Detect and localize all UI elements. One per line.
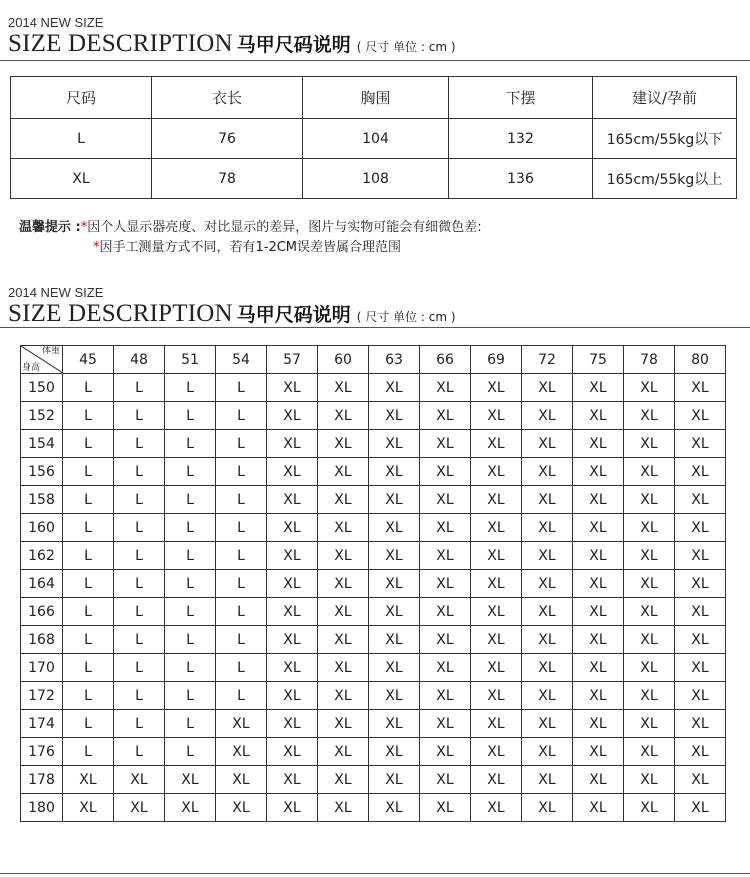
- fit-table-size-cell: XL: [114, 766, 165, 794]
- fit-table-size-cell: L: [165, 374, 216, 402]
- fit-table-row: [21, 794, 726, 822]
- fit-table-size-cell: XL: [471, 598, 522, 626]
- size-table: [10, 76, 737, 199]
- fit-table-size-cell: L: [165, 402, 216, 430]
- fit-table-size-cell: XL: [267, 682, 318, 710]
- fit-table-size-cell: L: [63, 458, 114, 486]
- fit-table-size-cell: XL: [624, 514, 675, 542]
- fit-table-row: [21, 402, 726, 430]
- size-table-cell: 76: [152, 119, 303, 159]
- fit-table-size-cell: XL: [216, 738, 267, 766]
- fit-table-size-cell: XL: [267, 710, 318, 738]
- section2-heading: [8, 286, 456, 331]
- fit-table-size-cell: L: [165, 514, 216, 542]
- fit-table-size-cell: XL: [675, 794, 726, 822]
- fit-table-height-cell: 158: [21, 486, 63, 514]
- fit-table-size-cell: XL: [420, 374, 471, 402]
- fit-table-size-cell: XL: [573, 514, 624, 542]
- fit-table-height-cell: 174: [21, 710, 63, 738]
- fit-table-size-cell: XL: [318, 738, 369, 766]
- fit-table-size-cell: XL: [522, 402, 573, 430]
- fit-table-size-cell: XL: [369, 682, 420, 710]
- fit-table-size-cell: XL: [318, 514, 369, 542]
- fit-table-size-cell: XL: [573, 486, 624, 514]
- fit-table-size-cell: L: [165, 654, 216, 682]
- notes-text-2: 因手工测量方式不同，若有1-2CM误差皆属合理范围: [99, 240, 402, 255]
- fit-table-size-cell: XL: [624, 486, 675, 514]
- fit-table-size-cell: XL: [471, 570, 522, 598]
- fit-table-size-cell: XL: [318, 570, 369, 598]
- fit-table-size-cell: XL: [369, 570, 420, 598]
- fit-table-size-cell: XL: [267, 514, 318, 542]
- fit-table-size-cell: L: [216, 542, 267, 570]
- section2-rule: [0, 327, 750, 328]
- fit-table-weight-cell: 45: [63, 346, 114, 374]
- fit-table-weight-cell: 80: [675, 346, 726, 374]
- fit-table-size-cell: XL: [369, 514, 420, 542]
- fit-table-size-cell: XL: [573, 374, 624, 402]
- fit-table-size-cell: XL: [471, 486, 522, 514]
- fit-table-size-cell: L: [165, 570, 216, 598]
- fit-table-size-cell: XL: [63, 794, 114, 822]
- fit-table-size-cell: L: [114, 710, 165, 738]
- fit-table-size-cell: XL: [267, 654, 318, 682]
- fit-table-size-cell: XL: [573, 598, 624, 626]
- fit-table-size-cell: XL: [522, 458, 573, 486]
- fit-table-row: [21, 654, 726, 682]
- notes-text-1: 因个人显示器亮度、对比显示的差异，图片与实物可能会有细微色差:: [87, 220, 482, 235]
- fit-table-size-cell: XL: [318, 626, 369, 654]
- fit-table-size-cell: L: [63, 402, 114, 430]
- fit-table-size-cell: XL: [675, 710, 726, 738]
- fit-table-row: [21, 430, 726, 458]
- fit-table-size-cell: XL: [267, 794, 318, 822]
- fit-table-height-cell: 154: [21, 430, 63, 458]
- fit-table-size-cell: XL: [369, 766, 420, 794]
- notes-line-2: [19, 238, 482, 258]
- fit-table-size-cell: L: [114, 374, 165, 402]
- section1-title: [8, 30, 456, 61]
- fit-table-size-cell: XL: [624, 654, 675, 682]
- fit-table-size-cell: XL: [624, 710, 675, 738]
- fit-table-size-cell: XL: [420, 458, 471, 486]
- fit-table-height-cell: 164: [21, 570, 63, 598]
- fit-table-size-cell: XL: [420, 682, 471, 710]
- fit-table-size-cell: L: [216, 570, 267, 598]
- fit-table-height-cell: 178: [21, 766, 63, 794]
- fit-table-size-cell: XL: [624, 738, 675, 766]
- notes-line-1: [19, 218, 482, 238]
- fit-table-size-cell: XL: [624, 458, 675, 486]
- fit-table-size-cell: L: [165, 598, 216, 626]
- fit-table-size-cell: XL: [267, 430, 318, 458]
- fit-table-size-cell: L: [216, 458, 267, 486]
- fit-table-size-cell: XL: [267, 542, 318, 570]
- fit-table-weight-cell: 66: [420, 346, 471, 374]
- fit-table-size-cell: XL: [624, 430, 675, 458]
- fit-table-size-cell: XL: [369, 402, 420, 430]
- fit-table-size-cell: XL: [267, 402, 318, 430]
- fit-table-size-cell: XL: [624, 682, 675, 710]
- fit-table-size-cell: XL: [471, 402, 522, 430]
- corner-height-label: 身高: [22, 363, 41, 373]
- fit-table-row: [21, 458, 726, 486]
- fit-table-size-cell: XL: [369, 654, 420, 682]
- fit-table-size-cell: XL: [471, 710, 522, 738]
- fit-table-size-cell: XL: [624, 542, 675, 570]
- section2-year: 2014 NEW SIZE: [8, 285, 104, 300]
- fit-table-row: [21, 514, 726, 542]
- fit-table-size-cell: XL: [522, 430, 573, 458]
- fit-table-row: [21, 626, 726, 654]
- fit-table-size-cell: XL: [318, 598, 369, 626]
- fit-table-row: [21, 738, 726, 766]
- fit-table-weight-cell: 54: [216, 346, 267, 374]
- fit-table-size-cell: XL: [420, 542, 471, 570]
- bottom-rule: [0, 873, 750, 874]
- fit-table-size-cell: XL: [318, 542, 369, 570]
- fit-table-size-cell: L: [114, 402, 165, 430]
- fit-table-size-cell: L: [216, 598, 267, 626]
- size-table-header-cell: 衣长: [152, 77, 303, 119]
- size-table-cell: 78: [152, 159, 303, 199]
- fit-table-size-cell: XL: [675, 626, 726, 654]
- fit-table-height-cell: 160: [21, 514, 63, 542]
- fit-table-weight-row: [21, 346, 726, 374]
- fit-table-size-cell: XL: [573, 738, 624, 766]
- fit-table-size-cell: XL: [318, 654, 369, 682]
- fit-table-size-cell: L: [63, 710, 114, 738]
- fit-table-size-cell: L: [165, 710, 216, 738]
- fit-table-size-cell: L: [114, 430, 165, 458]
- fit-table-size-cell: L: [114, 570, 165, 598]
- fit-table-size-cell: XL: [675, 514, 726, 542]
- fit-table-size-cell: XL: [318, 374, 369, 402]
- fit-table-size-cell: L: [63, 514, 114, 542]
- fit-table-size-cell: XL: [369, 458, 420, 486]
- fit-table-size-cell: XL: [471, 430, 522, 458]
- section1-rule: [0, 60, 750, 61]
- fit-table-row: [21, 374, 726, 402]
- fit-table-size-cell: XL: [522, 738, 573, 766]
- fit-table-size-cell: XL: [624, 374, 675, 402]
- fit-table-size-cell: XL: [471, 654, 522, 682]
- fit-table-size-cell: XL: [369, 626, 420, 654]
- fit-table-size-cell: XL: [216, 710, 267, 738]
- fit-table-size-cell: XL: [624, 598, 675, 626]
- fit-table-height-cell: 176: [21, 738, 63, 766]
- fit-table-size-cell: L: [216, 682, 267, 710]
- fit-table-size-cell: XL: [573, 402, 624, 430]
- fit-table-size-cell: XL: [522, 542, 573, 570]
- fit-table-size-cell: L: [63, 542, 114, 570]
- section1-year: 2014 NEW SIZE: [8, 15, 104, 30]
- fit-table-size-cell: XL: [420, 766, 471, 794]
- fit-table-size-cell: L: [63, 682, 114, 710]
- fit-table-size-cell: L: [114, 486, 165, 514]
- fit-table-height-cell: 168: [21, 626, 63, 654]
- fit-table-size-cell: XL: [471, 766, 522, 794]
- fit-table-size-cell: XL: [624, 402, 675, 430]
- fit-table-size-cell: L: [114, 738, 165, 766]
- size-table-row: [11, 119, 737, 159]
- fit-table-height-cell: 172: [21, 682, 63, 710]
- fit-table-size-cell: L: [165, 626, 216, 654]
- fit-table-size-cell: XL: [471, 626, 522, 654]
- fit-table-size-cell: XL: [573, 626, 624, 654]
- fit-table-size-cell: XL: [471, 514, 522, 542]
- fit-table-size-cell: XL: [318, 682, 369, 710]
- fit-table-size-cell: XL: [267, 598, 318, 626]
- section1-title-en: SIZE DESCRIPTION: [8, 30, 233, 57]
- section1-title-cn: 马甲尺码说明: [236, 34, 351, 56]
- fit-table-size-cell: XL: [573, 458, 624, 486]
- size-table-cell: XL: [11, 159, 152, 199]
- fit-table-size-cell: XL: [63, 766, 114, 794]
- fit-table-size-cell: XL: [471, 542, 522, 570]
- fit-table-size-cell: XL: [267, 626, 318, 654]
- fit-table-size-cell: XL: [675, 374, 726, 402]
- fit-table-size-cell: XL: [573, 682, 624, 710]
- section1-heading: [8, 16, 456, 61]
- fit-table-size-cell: L: [114, 598, 165, 626]
- fit-table-size-cell: L: [216, 402, 267, 430]
- fit-table-size-cell: XL: [420, 626, 471, 654]
- fit-table-size-cell: XL: [114, 794, 165, 822]
- fit-table-size-cell: XL: [624, 570, 675, 598]
- fit-table-size-cell: XL: [675, 402, 726, 430]
- fit-table-weight-cell: 78: [624, 346, 675, 374]
- fit-table-row: [21, 710, 726, 738]
- fit-table-row: [21, 486, 726, 514]
- fit-table-size-cell: XL: [369, 486, 420, 514]
- fit-table-size-cell: XL: [675, 598, 726, 626]
- section2-title-cn: 马甲尺码说明: [236, 304, 351, 326]
- fit-table-size-cell: XL: [471, 738, 522, 766]
- fit-table-size-cell: XL: [675, 738, 726, 766]
- fit-table-row: [21, 766, 726, 794]
- fit-table-height-cell: 166: [21, 598, 63, 626]
- fit-table-size-cell: L: [114, 654, 165, 682]
- fit-table-size-cell: XL: [318, 402, 369, 430]
- fit-table-size-cell: L: [165, 738, 216, 766]
- fit-table-size-cell: XL: [318, 458, 369, 486]
- fit-table-size-cell: XL: [369, 374, 420, 402]
- fit-table-size-cell: XL: [522, 514, 573, 542]
- fit-table-size-cell: XL: [573, 794, 624, 822]
- size-table-header-cell: 胸围: [303, 77, 449, 119]
- fit-table-size-cell: XL: [420, 570, 471, 598]
- fit-table-size-cell: XL: [318, 430, 369, 458]
- fit-table-size-cell: XL: [573, 710, 624, 738]
- fit-table-height-cell: 150: [21, 374, 63, 402]
- fit-table-weight-cell: 48: [114, 346, 165, 374]
- fit-table-row: [21, 682, 726, 710]
- fit-table-size-cell: XL: [522, 570, 573, 598]
- fit-table-size-cell: XL: [624, 766, 675, 794]
- size-table-row: [11, 159, 737, 199]
- fit-table-size-cell: XL: [318, 710, 369, 738]
- fit-table-size-cell: XL: [267, 374, 318, 402]
- fit-table-size-cell: XL: [420, 402, 471, 430]
- fit-table-size-cell: XL: [675, 654, 726, 682]
- fit-table-height-cell: 152: [21, 402, 63, 430]
- fit-table-size-cell: L: [63, 654, 114, 682]
- fit-table-size-cell: L: [114, 542, 165, 570]
- fit-table-height-cell: 170: [21, 654, 63, 682]
- fit-table-size-cell: XL: [267, 570, 318, 598]
- fit-table-row: [21, 598, 726, 626]
- fit-table-height-cell: 180: [21, 794, 63, 822]
- fit-table-size-cell: XL: [675, 430, 726, 458]
- fit-table-size-cell: XL: [267, 766, 318, 794]
- fit-table-size-cell: XL: [624, 794, 675, 822]
- fit-table-size-cell: XL: [522, 486, 573, 514]
- fit-table-size-cell: L: [216, 374, 267, 402]
- fit-table-size-cell: L: [114, 458, 165, 486]
- fit-table-size-cell: XL: [675, 766, 726, 794]
- fit-table-size-cell: XL: [318, 486, 369, 514]
- fit-table-height-cell: 162: [21, 542, 63, 570]
- fit-table-size-cell: XL: [267, 486, 318, 514]
- fit-table-size-cell: XL: [216, 794, 267, 822]
- fit-table-size-cell: XL: [573, 430, 624, 458]
- size-table-header-cell: 下摆: [449, 77, 593, 119]
- fit-table-size-cell: XL: [471, 374, 522, 402]
- fit-table-size-cell: L: [114, 682, 165, 710]
- fit-table-weight-cell: 72: [522, 346, 573, 374]
- fit-table-size-cell: L: [216, 486, 267, 514]
- fit-table-size-cell: XL: [216, 766, 267, 794]
- fit-table-size-cell: XL: [573, 542, 624, 570]
- fit-table-size-cell: XL: [522, 710, 573, 738]
- size-table-cell: 165cm/55kg以上: [593, 159, 737, 199]
- fit-table-size-cell: XL: [573, 654, 624, 682]
- fit-table-size-cell: XL: [420, 514, 471, 542]
- fit-table-size-cell: XL: [369, 430, 420, 458]
- fit-table-size-cell: XL: [522, 682, 573, 710]
- fit-table-size-cell: XL: [318, 766, 369, 794]
- size-table-cell: 132: [449, 119, 593, 159]
- fit-table-size-cell: XL: [471, 682, 522, 710]
- fit-table-size-cell: XL: [522, 654, 573, 682]
- fit-table-size-cell: XL: [369, 738, 420, 766]
- fit-table-size-cell: XL: [624, 626, 675, 654]
- size-table-cell: 165cm/55kg以下: [593, 119, 737, 159]
- notes-star-2: *: [93, 240, 100, 255]
- fit-table-size-cell: L: [63, 738, 114, 766]
- notes-label: 温馨提示 :: [19, 220, 81, 235]
- fit-table-corner-cell: [21, 346, 63, 374]
- fit-table-size-cell: XL: [165, 794, 216, 822]
- fit-table-size-cell: XL: [267, 738, 318, 766]
- fit-table-size-cell: XL: [420, 486, 471, 514]
- size-table-cell: L: [11, 119, 152, 159]
- fit-table-weight-cell: 75: [573, 346, 624, 374]
- fit-table-size-cell: XL: [369, 598, 420, 626]
- fit-table-size-cell: XL: [522, 626, 573, 654]
- fit-table-size-cell: XL: [573, 570, 624, 598]
- fit-table-size-cell: XL: [675, 486, 726, 514]
- fit-table-size-cell: L: [63, 570, 114, 598]
- fit-table-size-cell: XL: [675, 570, 726, 598]
- fit-table-size-cell: XL: [165, 766, 216, 794]
- notes-star-1: *: [80, 220, 88, 235]
- fit-table-size-cell: L: [216, 626, 267, 654]
- fit-table-size-cell: XL: [420, 598, 471, 626]
- fit-table-size-cell: L: [63, 626, 114, 654]
- fit-table-size-cell: XL: [522, 766, 573, 794]
- fit-table-size-cell: L: [216, 430, 267, 458]
- size-table-header-cell: 建议/孕前: [593, 77, 737, 119]
- fit-table-size-cell: XL: [369, 710, 420, 738]
- fit-table-size-cell: XL: [267, 458, 318, 486]
- size-table-header-cell: 尺码: [11, 77, 152, 119]
- fit-table-size-cell: L: [114, 626, 165, 654]
- fit-table-size-cell: XL: [675, 458, 726, 486]
- fit-table-weight-cell: 63: [369, 346, 420, 374]
- notes: [19, 218, 482, 258]
- fit-table-size-cell: XL: [318, 794, 369, 822]
- fit-table-size-cell: L: [165, 682, 216, 710]
- fit-table-size-cell: XL: [420, 430, 471, 458]
- section2-title-en: SIZE DESCRIPTION: [8, 300, 233, 327]
- fit-table-size-cell: L: [63, 486, 114, 514]
- fit-table-size-cell: L: [216, 514, 267, 542]
- fit-table-size-cell: XL: [522, 374, 573, 402]
- corner-weight-label: 体重: [41, 346, 60, 356]
- fit-table-size-cell: XL: [522, 598, 573, 626]
- fit-table-size-cell: XL: [573, 766, 624, 794]
- fit-table-size-cell: XL: [369, 542, 420, 570]
- size-table-cell: 104: [303, 119, 449, 159]
- fit-table-size-cell: L: [165, 542, 216, 570]
- fit-table-size-cell: L: [216, 654, 267, 682]
- fit-table-size-cell: L: [114, 514, 165, 542]
- fit-table-size-cell: XL: [471, 794, 522, 822]
- fit-table-weight-cell: 60: [318, 346, 369, 374]
- fit-table-size-cell: XL: [420, 710, 471, 738]
- fit-table-size-cell: L: [63, 598, 114, 626]
- fit-table-size-cell: L: [63, 430, 114, 458]
- fit-table: [20, 345, 726, 822]
- fit-table-size-cell: XL: [471, 458, 522, 486]
- fit-table-size-cell: L: [165, 458, 216, 486]
- fit-table-size-cell: XL: [522, 794, 573, 822]
- fit-table-size-cell: L: [165, 486, 216, 514]
- fit-table-weight-cell: 69: [471, 346, 522, 374]
- fit-table-row: [21, 542, 726, 570]
- size-table-cell: 136: [449, 159, 593, 199]
- fit-table-size-cell: XL: [675, 542, 726, 570]
- section1-unit: ( 尺寸 单位 : cm ): [356, 40, 456, 54]
- fit-table-size-cell: XL: [420, 794, 471, 822]
- fit-table-size-cell: L: [165, 430, 216, 458]
- fit-table-size-cell: XL: [420, 654, 471, 682]
- fit-table-row: [21, 570, 726, 598]
- size-table-header-row: [11, 77, 737, 119]
- size-table-cell: 108: [303, 159, 449, 199]
- fit-table-size-cell: XL: [369, 794, 420, 822]
- fit-table-size-cell: L: [63, 374, 114, 402]
- fit-table-size-cell: XL: [420, 738, 471, 766]
- fit-table-weight-cell: 51: [165, 346, 216, 374]
- fit-table-size-cell: XL: [675, 682, 726, 710]
- fit-table-weight-cell: 57: [267, 346, 318, 374]
- section2-unit: ( 尺寸 单位 : cm ): [356, 310, 456, 324]
- fit-table-height-cell: 156: [21, 458, 63, 486]
